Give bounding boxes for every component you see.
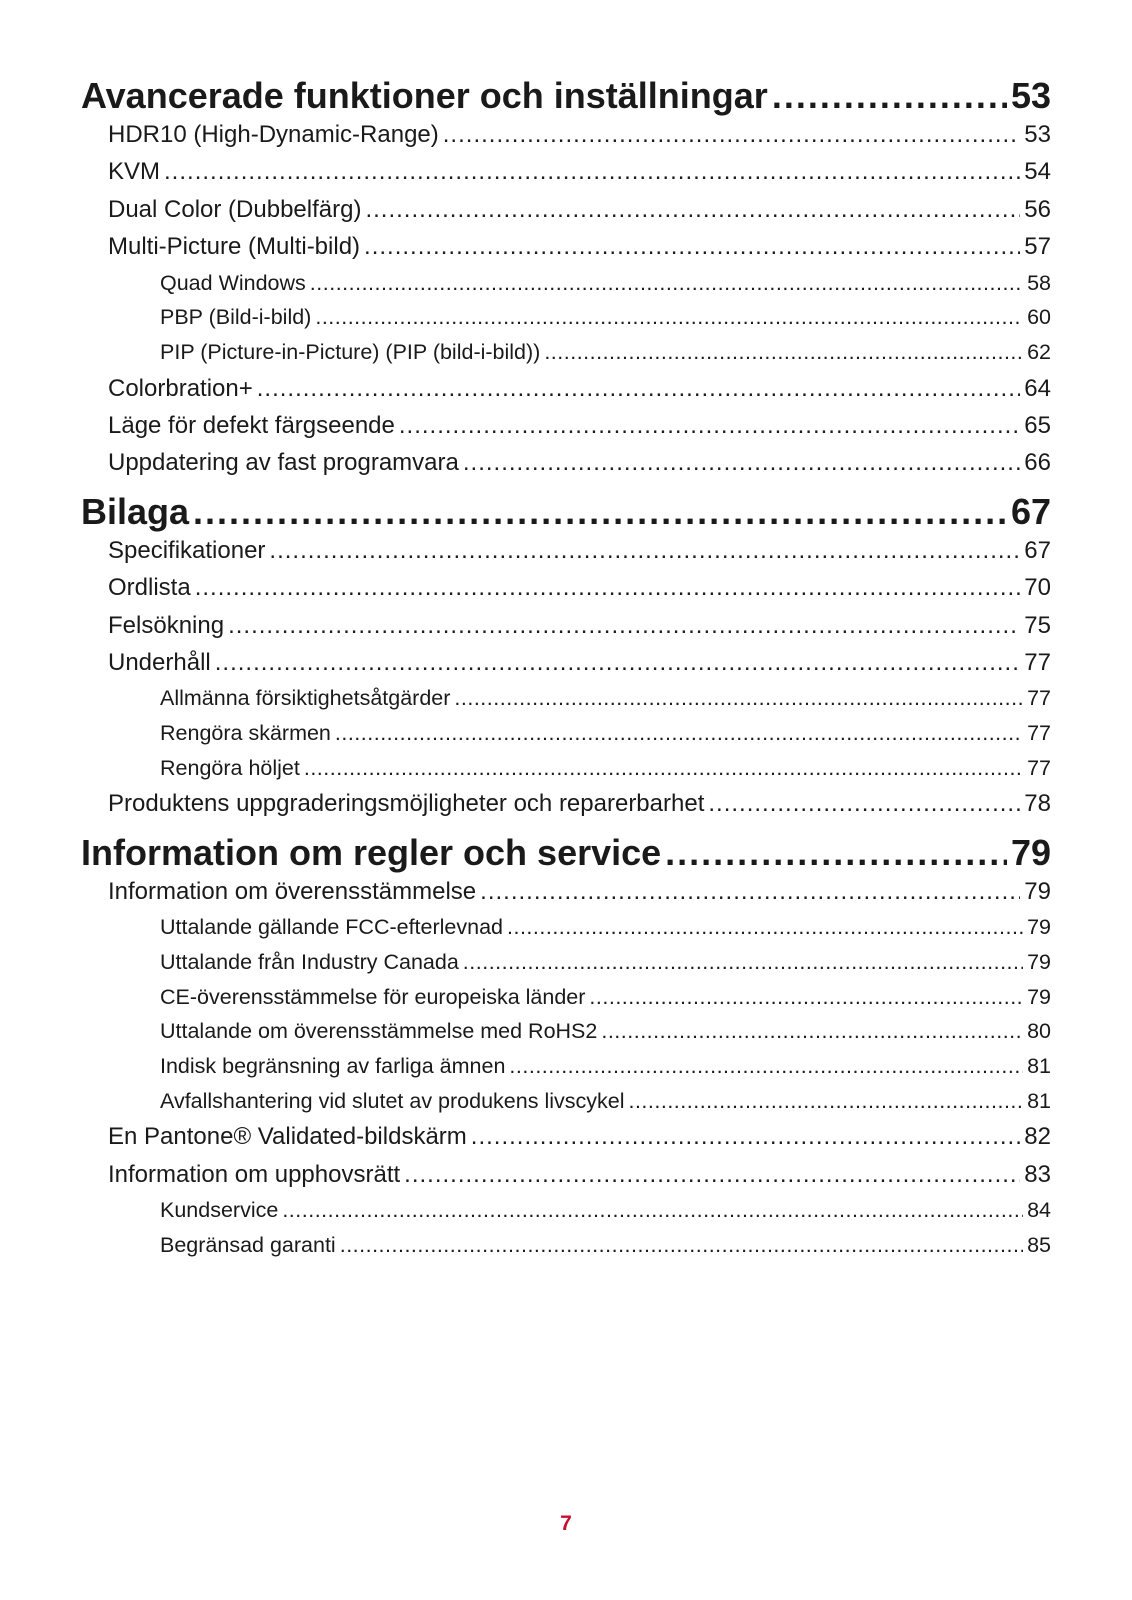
toc-entry[interactable]: [81, 1118, 1051, 1155]
entry-title: Quad Windows: [160, 270, 306, 295]
toc-subentry[interactable]: [81, 335, 1051, 370]
entry-page-number: 78: [1024, 790, 1051, 818]
toc-subentry[interactable]: [81, 681, 1051, 716]
entry-title: PBP (Bild-i-bild): [160, 305, 312, 330]
entry-title: PIP (Picture-in-Picture) (PIP (bild-i-bild)): [160, 339, 541, 364]
dot-leader: [335, 716, 1023, 751]
entry-page-number: 53: [1010, 76, 1051, 116]
entry-title: Rengöra höljet: [160, 755, 300, 780]
entry-page-number: 77: [1024, 648, 1051, 676]
toc-entry[interactable]: [81, 444, 1051, 481]
entry-page-number: 65: [1024, 412, 1051, 440]
entry-title: Specifikationer: [108, 536, 266, 564]
dot-leader: [399, 407, 1020, 444]
toc-subentry[interactable]: [81, 1084, 1051, 1119]
toc-subentry[interactable]: [81, 945, 1051, 980]
entry-title: Information om upphovsrätt: [108, 1160, 401, 1188]
entry-title: Ordlista: [108, 574, 191, 602]
toc-entry[interactable]: [81, 407, 1051, 444]
entry-page-number: 81: [1027, 1088, 1051, 1113]
toc-entry[interactable]: [81, 607, 1051, 644]
page-number: 7: [560, 1512, 572, 1535]
entry-title: Underhåll: [108, 648, 211, 676]
dot-leader: [228, 607, 1020, 644]
entry-page-number: 75: [1024, 611, 1051, 639]
entry-title: Allmänna försiktighetsåtgärder: [160, 686, 451, 711]
entry-page-number: 79: [1010, 832, 1051, 873]
entry-title: Uttalande gällande FCC-efterlevnad: [160, 915, 504, 940]
entry-page-number: 70: [1024, 574, 1051, 602]
dot-leader: [480, 873, 1020, 910]
entry-title: Felsökning: [108, 611, 225, 639]
entry-page-number: 79: [1027, 915, 1051, 940]
toc-entry[interactable]: [81, 532, 1051, 569]
entry-title: Multi-Picture (Multi-bild): [108, 233, 361, 261]
toc-subentry[interactable]: [81, 980, 1051, 1015]
toc-section-heading[interactable]: [81, 76, 1051, 116]
toc-entry[interactable]: [81, 785, 1051, 822]
toc-section-heading[interactable]: [81, 492, 1051, 532]
dot-leader: [365, 191, 1020, 228]
entry-page-number: 57: [1024, 233, 1051, 261]
dot-leader: [471, 1118, 1021, 1155]
entry-page-number: 77: [1027, 686, 1051, 711]
entry-title: Läge för defekt färgseende: [108, 412, 395, 440]
toc-entry[interactable]: [81, 370, 1051, 407]
dot-leader: [340, 1228, 1023, 1263]
toc-entry[interactable]: [81, 191, 1051, 228]
entry-page-number: 64: [1024, 374, 1051, 402]
entry-page-number: 67: [1024, 536, 1051, 564]
table-of-contents: [81, 76, 1051, 1262]
toc-subentry[interactable]: [81, 1014, 1051, 1049]
entry-title: HDR10 (High-Dynamic-Range): [108, 121, 439, 148]
dot-leader: [463, 945, 1023, 980]
dot-leader: [304, 751, 1023, 786]
dot-leader: [601, 1014, 1023, 1049]
dot-leader: [257, 370, 1021, 407]
entry-title: Uppdatering av fast programvara: [108, 449, 459, 477]
entry-page-number: 84: [1027, 1198, 1051, 1223]
entry-title: Rengöra skärmen: [160, 721, 331, 746]
toc-entry[interactable]: [81, 873, 1051, 910]
entry-page-number: 77: [1027, 721, 1051, 746]
dot-leader: [772, 76, 1007, 116]
toc-subentry[interactable]: [81, 751, 1051, 786]
entry-page-number: 67: [1010, 491, 1051, 532]
dot-leader: [628, 1084, 1023, 1119]
entry-title: Kundservice: [160, 1198, 279, 1223]
entry-page-number: 79: [1027, 949, 1051, 974]
dot-leader: [315, 300, 1023, 335]
entry-page-number: 58: [1027, 270, 1051, 295]
toc-entry[interactable]: [81, 228, 1051, 265]
toc-subentry[interactable]: [81, 266, 1051, 301]
toc-subentry[interactable]: [81, 1049, 1051, 1084]
entry-title: Uttalande från Industry Canada: [160, 949, 459, 974]
toc-entry[interactable]: [81, 116, 1051, 153]
dot-leader: [364, 228, 1020, 265]
toc-entry[interactable]: [81, 153, 1051, 190]
entry-title: Indisk begränsning av farliga ämnen: [160, 1053, 506, 1078]
toc-subentry[interactable]: [81, 716, 1051, 751]
dot-leader: [164, 153, 1020, 190]
toc-entry[interactable]: [81, 1156, 1051, 1193]
dot-leader: [215, 644, 1021, 681]
toc-subentry[interactable]: [81, 300, 1051, 335]
dot-leader: [310, 266, 1023, 301]
entry-page-number: 85: [1027, 1232, 1051, 1257]
entry-page-number: 66: [1024, 449, 1051, 477]
dot-leader: [463, 444, 1020, 481]
entry-title: Uttalande om överensstämmelse med RoHS2: [160, 1019, 598, 1044]
entry-title: Produktens uppgraderingsmöjligheter och reparerbarhet: [108, 790, 705, 818]
entry-title: Avfallshantering vid slutet av produkens livscykel: [160, 1088, 625, 1113]
dot-leader: [544, 335, 1023, 370]
entry-page-number: 56: [1024, 195, 1051, 223]
entry-page-number: 79: [1027, 984, 1051, 1009]
dot-leader: [404, 1156, 1020, 1193]
dot-leader: [443, 116, 1021, 153]
toc-subentry[interactable]: [81, 910, 1051, 945]
entry-page-number: 83: [1024, 1160, 1051, 1188]
entry-page-number: 79: [1024, 877, 1051, 905]
entry-title: KVM: [108, 158, 161, 186]
dot-leader: [509, 1049, 1023, 1084]
dot-leader: [193, 492, 1007, 532]
dot-leader: [195, 569, 1021, 606]
toc-entry[interactable]: [81, 644, 1051, 681]
entry-page-number: 82: [1024, 1123, 1051, 1151]
toc-subentry[interactable]: [81, 1193, 1051, 1228]
entry-title: Begränsad garanti: [160, 1232, 336, 1257]
entry-page-number: 62: [1027, 339, 1051, 364]
dot-leader: [269, 532, 1020, 569]
dot-leader: [507, 910, 1023, 945]
entry-title: CE-överensstämmelse för europeiska länder: [160, 984, 586, 1009]
entry-page-number: 77: [1027, 755, 1051, 780]
entry-title: Dual Color (Dubbelfärg): [108, 195, 362, 223]
entry-title: Information om regler och service: [81, 832, 662, 873]
entry-page-number: 54: [1024, 158, 1051, 186]
dot-leader: [454, 681, 1023, 716]
entry-page-number: 81: [1027, 1053, 1051, 1078]
toc-entry[interactable]: [81, 569, 1051, 606]
entry-title: Colorbration+: [108, 374, 253, 402]
entry-title: Avancerade funktioner och inställningar: [81, 76, 768, 116]
dot-leader: [282, 1193, 1023, 1228]
entry-page-number: 60: [1027, 305, 1051, 330]
entry-title: Information om överensstämmelse: [108, 877, 477, 905]
dot-leader: [665, 833, 1007, 873]
dot-leader: [708, 785, 1020, 822]
entry-title: En Pantone® Validated-bildskärm: [108, 1123, 467, 1151]
toc-section-heading[interactable]: [81, 833, 1051, 873]
entry-page-number: 53: [1024, 121, 1051, 148]
toc-subentry[interactable]: [81, 1228, 1051, 1263]
entry-title: Bilaga: [81, 491, 190, 532]
entry-page-number: 80: [1027, 1019, 1051, 1044]
dot-leader: [589, 980, 1023, 1015]
